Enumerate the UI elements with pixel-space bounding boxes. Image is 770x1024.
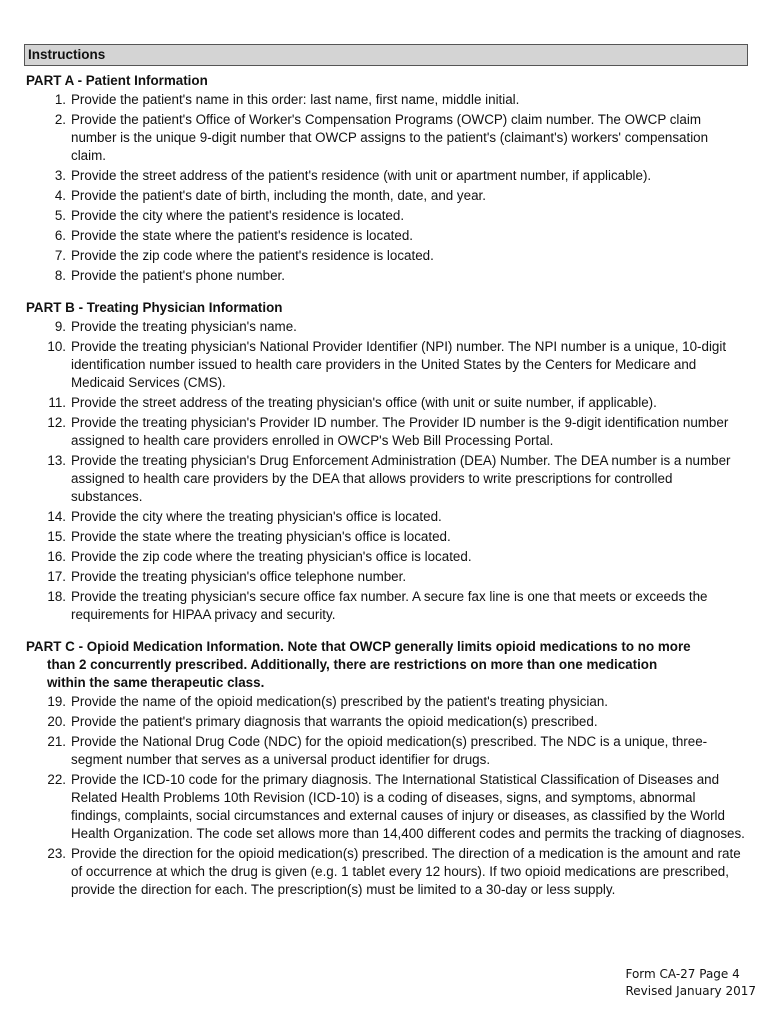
item-number: 2. [54, 112, 66, 127]
list-item [26, 227, 746, 245]
list-item [26, 588, 746, 624]
item-text: Provide the treating physician's National Provider Identifier (NPI) number. The NPI number is a unique, 10-digit identification number issued to health care providers in the United States by the Centers for Medicare and Medicaid Services (CMS). [71, 339, 727, 390]
list-item [26, 318, 746, 336]
item-text: Provide the treating physician's office telephone number. [71, 569, 407, 584]
item-text: Provide the patient's primary diagnosis that warrants the opioid medication(s) prescribed. [71, 714, 598, 729]
list-item [26, 693, 746, 711]
part-c-title-line-3: within the same therapeutic class. [47, 675, 265, 690]
item-text: Provide the patient's Office of Worker's Compensation Programs (OWCP) claim number. The OWCP claim number is the unique 9-digit number that OWCP assigns to the patient's (claimant's) workers' compensation claim. [71, 112, 709, 163]
item-number: 20. [47, 714, 66, 729]
part-c-title-line-2: than 2 concurrently prescribed. Additionally, there are restrictions on more than one medication [47, 657, 658, 672]
list-item [26, 111, 746, 165]
list-item [26, 247, 746, 265]
list-item [26, 207, 746, 225]
list-item [26, 452, 746, 506]
item-number: 15. [47, 529, 66, 544]
item-number: 4. [54, 188, 66, 203]
item-number: 5. [54, 208, 66, 223]
page-footer [625, 966, 756, 1000]
item-text: Provide the patient's name in this order: last name, first name, middle initial. [71, 92, 520, 107]
list-item [26, 528, 746, 546]
part-c-title-line-1: PART C - Opioid Medication Information. Note that OWCP generally limits opioid medications to no more [26, 639, 691, 654]
item-text: Provide the state where the treating physician's office is located. [71, 529, 451, 544]
item-text: Provide the city where the patient's residence is located. [71, 208, 405, 223]
item-number: 21. [47, 734, 66, 749]
part-c-list [26, 693, 746, 899]
instructions-header: Instructions [24, 44, 748, 66]
item-number: 3. [54, 168, 66, 183]
list-item [26, 167, 746, 185]
item-number: 13. [47, 453, 66, 468]
item-number: 12. [47, 415, 66, 430]
item-text: Provide the name of the opioid medication(s) prescribed by the patient's treating physician. [71, 694, 608, 709]
item-text: Provide the zip code where the treating physician's office is located. [71, 549, 472, 564]
item-number: 16. [47, 549, 66, 564]
item-number: 23. [47, 846, 66, 861]
item-text: Provide the patient's phone number. [71, 268, 285, 283]
item-number: 14. [47, 509, 66, 524]
revision-date: Revised January 2017 [625, 984, 756, 998]
item-number: 19. [47, 694, 66, 709]
item-text: Provide the patient's date of birth, including the month, date, and year. [71, 188, 486, 203]
part-b-title: PART B - Treating Physician Information [26, 300, 283, 315]
list-item [26, 187, 746, 205]
item-number: 6. [54, 228, 66, 243]
item-text: Provide the treating physician's Provider ID number. The Provider ID number is the 9-digit identification number assigned to health care providers enrolled in OWCP's Web Bill Processing Portal. [71, 415, 729, 448]
item-text: Provide the zip code where the patient's residence is located. [71, 248, 434, 263]
item-number: 10. [47, 339, 66, 354]
item-text: Provide the National Drug Code (NDC) for the opioid medication(s) prescribed. The NDC is a unique, three-segment number that serves as a universal product identifier for drugs. [71, 734, 708, 767]
item-text: Provide the treating physician's Drug Enforcement Administration (DEA) Number. The DEA number is a number assigned to health care providers by the DEA that allows providers to write prescriptions for controlled substances. [71, 453, 731, 504]
instructions-content [26, 72, 746, 901]
form-page-label: Form CA-27 Page 4 [625, 967, 740, 981]
list-item [26, 713, 746, 731]
list-item [26, 548, 746, 566]
list-item [26, 733, 746, 769]
item-text: Provide the ICD-10 code for the primary diagnosis. The International Statistical Classification of Diseases and Related Health Problems 10th Revision (ICD-10) is a coding of diseases, signs, and symptoms, abnormal findings, complaints, social circumstances and external causes of injury or diseases, as classified by the World Health Organization. The code set allows more than 14,400 different codes and permits the tracking of diagnoses. [71, 772, 745, 841]
part-a-title: PART A - Patient Information [26, 73, 208, 88]
item-number: 18. [47, 589, 66, 604]
part-a-list [26, 91, 746, 285]
list-item [26, 414, 746, 450]
item-number: 22. [47, 772, 66, 787]
list-item [26, 845, 746, 899]
item-text: Provide the state where the patient's residence is located. [71, 228, 413, 243]
part-c-title [26, 638, 746, 692]
list-item [26, 267, 746, 285]
item-text: Provide the treating physician's name. [71, 319, 297, 334]
item-number: 1. [54, 92, 66, 107]
list-item [26, 394, 746, 412]
item-number: 17. [47, 569, 66, 584]
item-number: 8. [54, 268, 66, 283]
list-item [26, 771, 746, 843]
list-item [26, 508, 746, 526]
item-number: 7. [54, 248, 66, 263]
item-text: Provide the direction for the opioid medication(s) prescribed. The direction of a medication is the amount and rate of occurrence at which the drug is given (e.g. 1 tablet every 12 hours). If two opioid medications are prescribed, provide the direction for each. The prescription(s) must be limited to a 30-day or less supply. [71, 846, 741, 897]
item-text: Provide the street address of the treating physician's office (with unit or suite number, if applicable). [71, 395, 657, 410]
list-item [26, 338, 746, 392]
item-text: Provide the city where the treating physician's office is located. [71, 509, 442, 524]
list-item [26, 91, 746, 109]
part-b-list [26, 318, 746, 624]
item-text: Provide the street address of the patient's residence (with unit or apartment number, if applicable). [71, 168, 652, 183]
item-number: 11. [48, 395, 66, 410]
item-number: 9. [54, 319, 66, 334]
list-item [26, 568, 746, 586]
item-text: Provide the treating physician's secure office fax number. A secure fax line is one that meets or exceeds the requirements for HIPAA privacy and security. [71, 589, 708, 622]
